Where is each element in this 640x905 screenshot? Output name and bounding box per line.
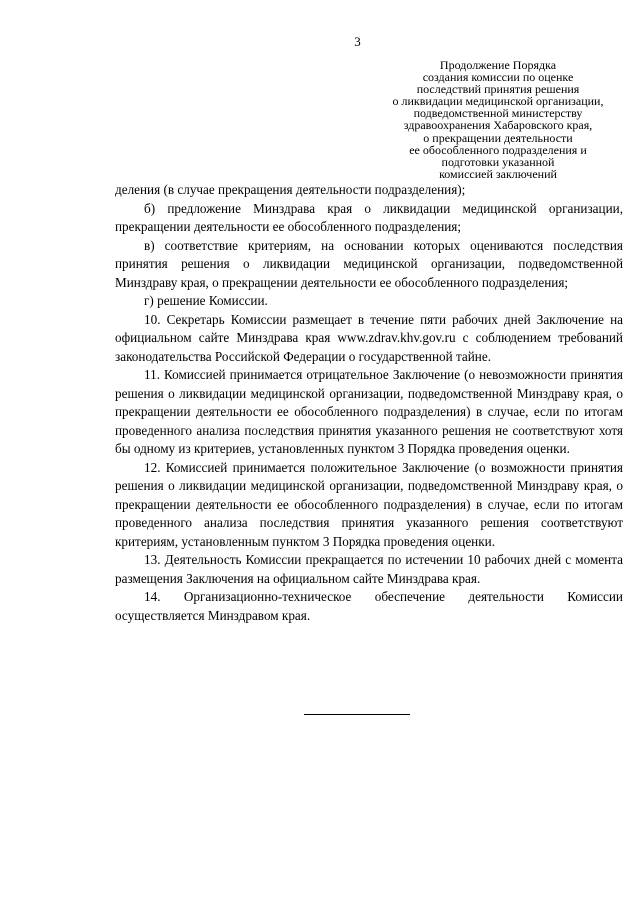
paragraph-item-g: г) решение Комиссии.	[144, 293, 268, 308]
header-line: комиссией заключений	[439, 166, 557, 181]
paragraph-clause-10: 10. Секретарь Комиссии размещает в течение пяти рабочих дней Заключение на официальном сайте Минздрава края www.zdrav.khv.gov.ru с соблюдением требований законодательства Российской Федерации о государственной тайне.	[115, 311, 623, 364]
document-body	[115, 181, 623, 625]
header-line: Продолжение Порядка	[439, 58, 557, 72]
end-divider	[304, 714, 410, 715]
header-line: подготовки указанной	[441, 154, 555, 169]
paragraph-item-b: б) предложение Минздрава края о ликвидации медицинской организации, прекращении деятельности ее обособленного подразделения;	[115, 200, 623, 234]
paragraph-clause-12: 12. Комиссией принимается положительное Заключение (о возможности принятия решения о ликвидации медицинской организации, подведомственной Минздраву края, о прекращении деятельности ее обособленного подразделения) в случае, если по итогам проведенного анализа последствия принятия указанного решения соответствуют критериям, установленным пунктом 3 Порядка проведения оценки.	[115, 459, 623, 549]
header-line: о ликвидации медицинской организации,	[392, 94, 604, 109]
paragraph-clause-13: 13. Деятельность Комиссии прекращается по истечении 10 рабочих дней с момента размещения Заключения на официальном сайте Минздрава края.	[115, 552, 623, 586]
paragraph-clause-11: 11. Комиссией принимается отрицательное Заключение (о невозможности принятия решения о ликвидации медицинской организации, подведомственной Минздраву края, о прекращении деятельности ее обособленного подразделения) в случае, если по итогам проведенного анализа последствия принятия указанного решения не соответствуют хотя бы одному из критериев, установленных пунктом 3 Порядка проведения оценки.	[115, 367, 623, 456]
header-line: о прекращении деятельности	[423, 130, 573, 145]
header-line: подведомственной министерству	[413, 106, 583, 121]
paragraph-clause-14: 14. Организационно-техническое обеспечение деятельности Комиссии осуществляется Минздравом края.	[115, 589, 623, 623]
page-number: 3	[354, 34, 361, 49]
paragraph-continuation: деления (в случае прекращения деятельности подразделения);	[115, 182, 466, 197]
header-line: ее обособленного подразделения и	[409, 142, 587, 157]
header-line: последствий принятия решения	[416, 82, 580, 97]
header-line: создания комиссии по оценке	[422, 70, 574, 85]
header-line: здравоохранения Хабаровского края,	[403, 118, 593, 133]
document-header	[372, 59, 624, 180]
paragraph-item-v: в) соответствие критериям, на основании которых оцениваются последствия принятия решения о ликвидации медицинской организации, подведомственной Минздраву края, о прекращении деятельности ее обособленного подразделения;	[115, 237, 623, 290]
